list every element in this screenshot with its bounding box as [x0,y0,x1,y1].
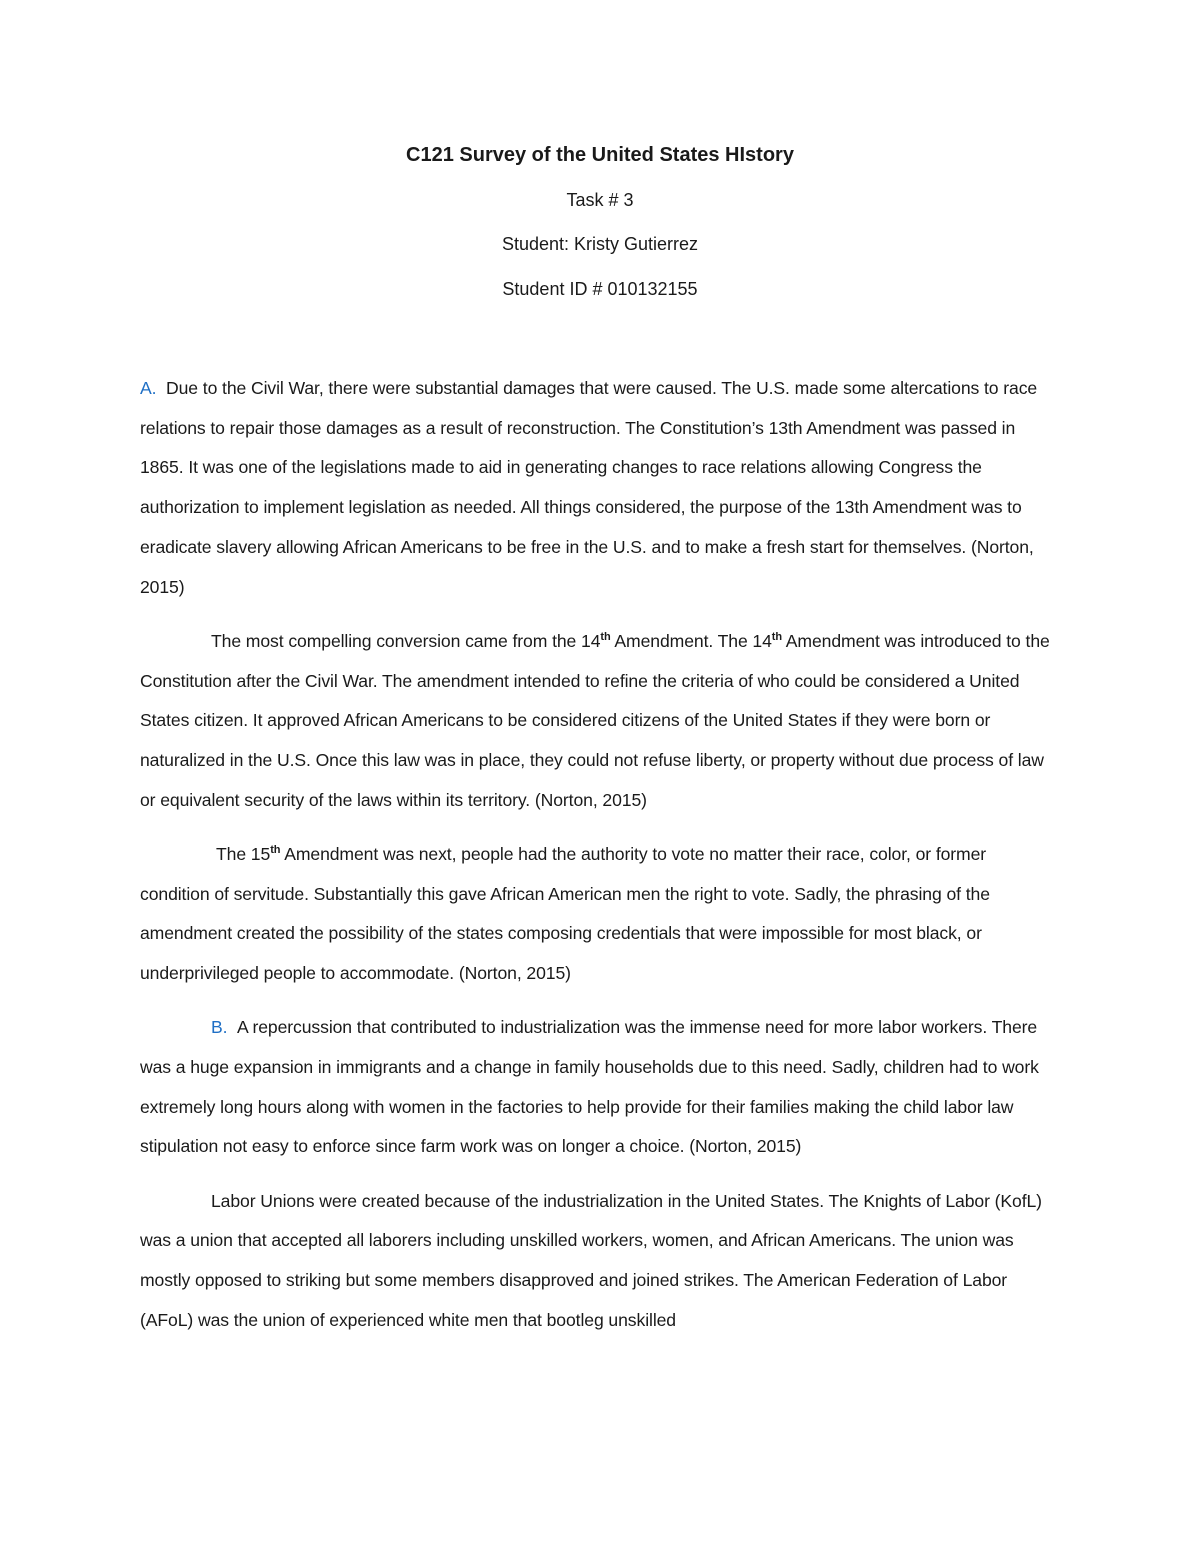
para-2-text-c: Amendment was introduced to the Constitution after the Civil War. The amendment intended to refine the criteria of who could be considered a United States citizen. It approved African Americans to be considered citizens of the United States if they were born or naturalized in the U.S. Once this law was in place, they could not refuse liberty, or property without due process of law or equivalent security of the laws within its territory. (Norton, 2015) [140,630,1050,810]
section-b-text-2: Labor Unions were created because of the industrialization in the United States. The Knights of Labor (KofL) was a union that accepted all laborers including unskilled workers, women, and African Americans. The union was mostly opposed to striking but some members disapproved and joined strikes. The American Federation of Labor (AFoL) was the union of experienced white men that bootleg unskilled [140,1190,1042,1330]
section-a-paragraph-1 [140,369,1060,607]
para-2-text-b: Amendment. The 14 [610,630,772,651]
section-a-paragraph-3 [140,835,1060,994]
student-id: Student ID # 010132155 [502,279,698,299]
task-number: Task # 3 [566,190,634,210]
superscript-th: th [771,630,782,643]
student-name: Student: Kristy Gutierrez [501,234,699,254]
section-a-paragraph-2 [140,622,1060,821]
section-a-marker: A. [140,378,157,398]
document-title: C121 Survey of the United States HIstory [406,144,794,166]
section-b-text-1: A repercussion that contributed to industrialization was the immense need for more labor workers. There was a huge expansion in immigrants and a change in family households due to this need. Sadly, children had to work extremely long hours along with women in the factories to help provide for their families making the child labor law stipulation not easy to enforce since farm work was on longer a choice. (Norton, 2015) [140,1017,1039,1157]
para-3-text-a: The 15 [216,843,271,864]
section-b-marker: B. [211,1017,228,1038]
para-2-text-a: The most compelling conversion came from the 14 [211,630,601,651]
superscript-th: th [600,630,611,643]
section-b-paragraph-2 [140,1182,1060,1341]
section-b-paragraph-1 [140,1008,1060,1167]
section-a-text-1: Due to the Civil War, there were substantial damages that were caused. The U.S. made some altercations to race relations to repair those damages as a result of reconstruction. The Constitution’s 13th Amendment was passed in 1865. It was one of the legislations made to aid in generating changes to race relations allowing Congress the authorization to implement legislation as needed. All things considered, the purpose of the 13th Amendment was to eradicate slavery allowing African Americans to be free in the U.S. and to make a fresh start for themselves. (Norton, 2015) [140,378,1038,597]
para-3-text-b: Amendment was next, people had the authority to vote no matter their race, color, or former condition of servitude. Substantially this gave African American men the right to vote. Sadly, the phrasing of the amendment created the possibility of the states composing credentials that were impossible for most black, or underprivileged people to accommodate. (Norton, 2015) [140,843,990,984]
document-body [140,369,1060,1341]
superscript-th: th [270,843,281,856]
